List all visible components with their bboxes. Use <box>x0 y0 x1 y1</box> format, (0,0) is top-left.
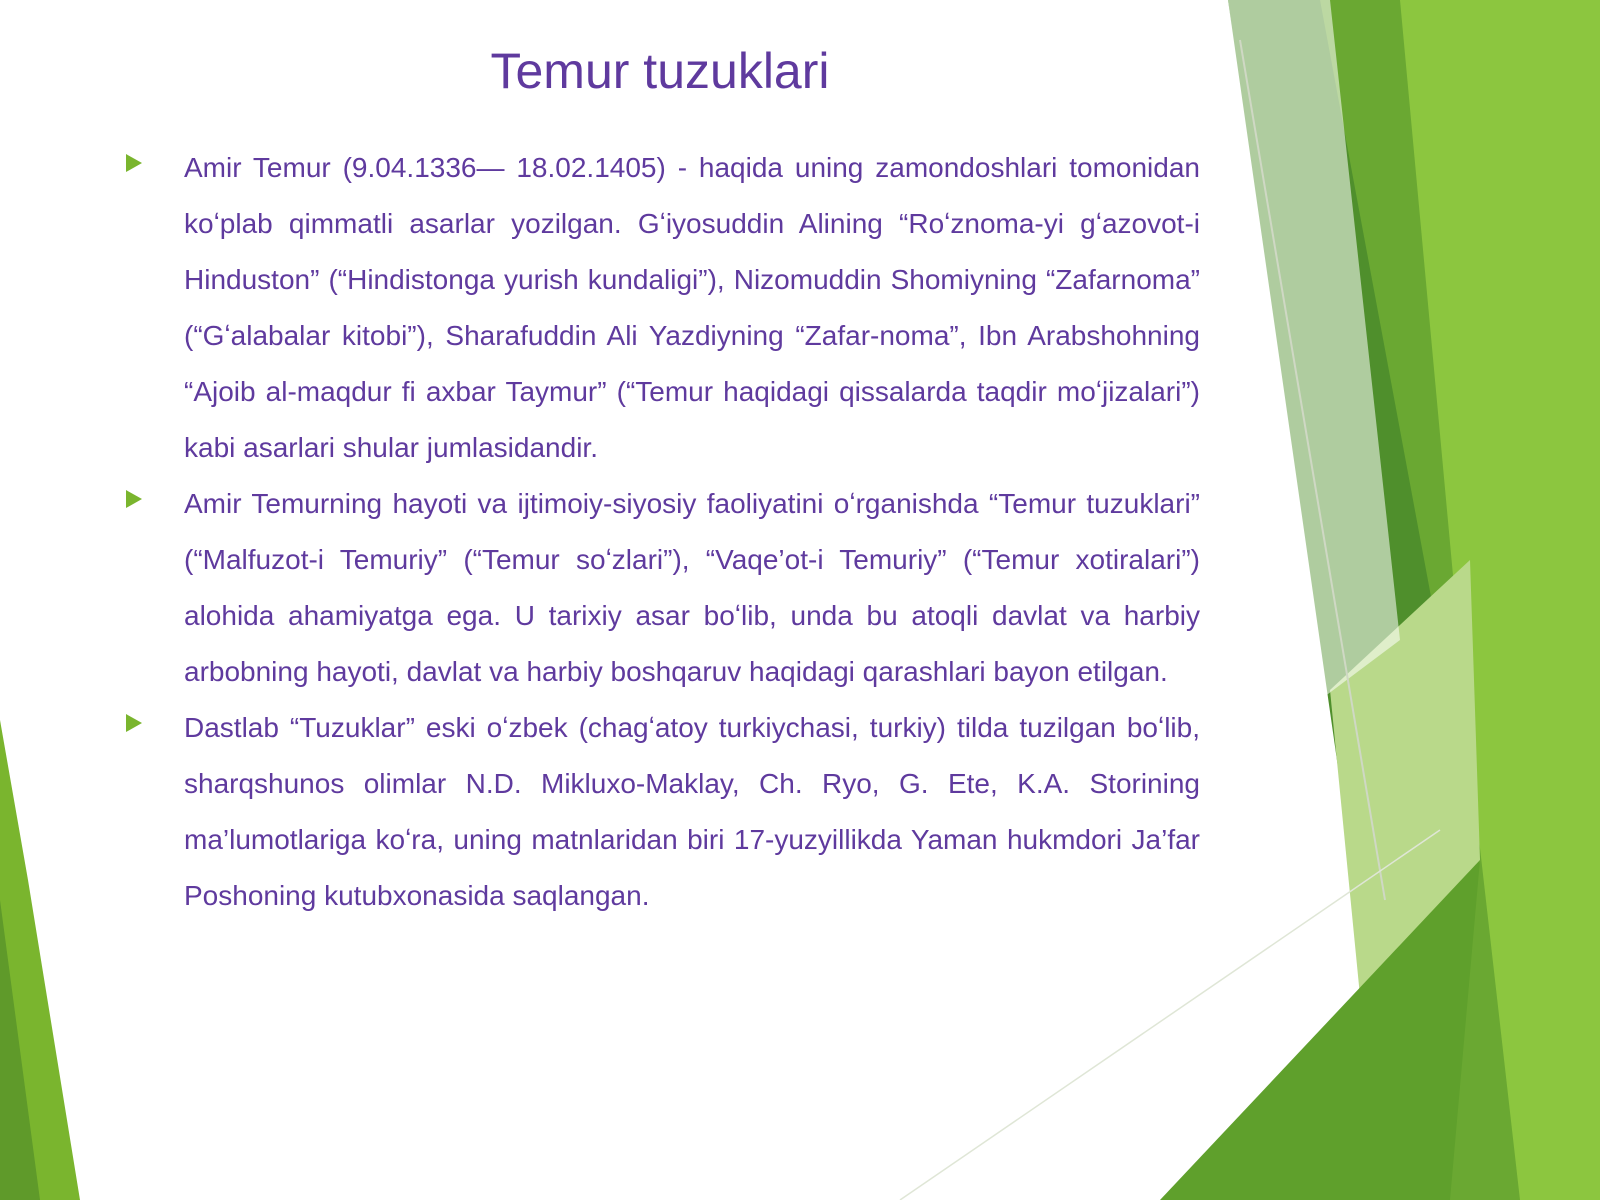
bullet-arrow-icon <box>126 154 142 172</box>
bullet-item <box>120 476 1200 700</box>
bullet-text: Amir Temurning hayoti va ijtimoiy-siyosiy faoliyatini oʻrganishda “Temur tuzuklari” (“Malfuzot-i Temuriy” (“Temur soʻzlari”), “Vaqe’ot-i Temuriy” (“Temur xotiralari”) alohida ahamiyatga ega. U tarixiy asar boʻlib, unda bu atoqli davlat va harbiy arbobning hayoti, davlat va harbiy boshqaruv haqidagi qarashlari bayon etilgan. <box>184 488 1200 687</box>
decor-panel-bottom <box>1160 860 1480 1200</box>
bullet-item <box>120 140 1200 476</box>
bullet-text: Amir Temur (9.04.1336— 18.02.1405) - haqida uning zamondoshlari tomonidan koʻplab qimmatli asarlar yozilgan. Gʻiyosuddin Alining “Roʻznoma-yi gʻazovot-i Hinduston” (“Hindistonga yurish kundaligi”), Nizomuddin Shomiyning “Zafarnoma” (“Gʻalabalar kitobi”), Sharafuddin Ali Yazdiyning “Zafar-noma”, Ibn Arabshohning “Ajoib al-maqdur fi axbar Taymur” (“Temur haqidagi qissalarda taqdir moʻjizalari”) kabi asarlari shular jumlasidandir. <box>184 152 1200 463</box>
bullet-list <box>120 140 1200 924</box>
bullet-text: Dastlab “Tuzuklar” eski oʻzbek (chagʻatoy turkiychasi, turkiy) tilda tuzilgan boʻlib, sharqshunos olimlar N.D. Mikluxo-Maklay, Ch. Ryo, G. Ete, K.A. Storining ma’lumotlariga koʻra, uning matnlaridan biri 17-yuzyillikda Yaman hukmdori Ja’far Poshoning kutubxonasida saqlangan. <box>184 712 1200 911</box>
bullet-arrow-icon <box>126 490 142 508</box>
bullet-arrow-icon <box>126 714 142 732</box>
bullet-item <box>120 700 1200 924</box>
slide-title: Temur tuzuklari <box>490 43 830 99</box>
